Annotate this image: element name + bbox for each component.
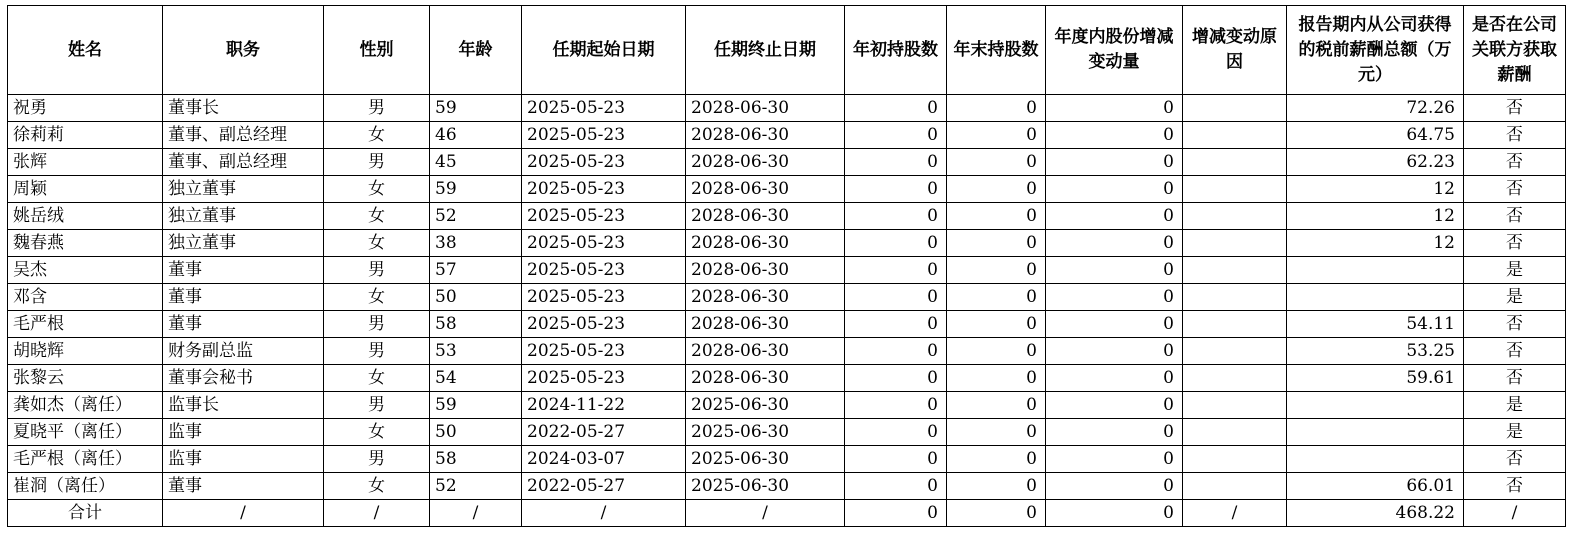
table-row	[8, 392, 1566, 419]
cell-name: 徐莉莉	[8, 122, 163, 149]
cell-change-reason	[1183, 311, 1287, 338]
cell-term-start: 2025-05-23	[522, 95, 686, 122]
table-row	[8, 446, 1566, 473]
cell-related-party-pay: 是	[1464, 257, 1566, 284]
cell-related-party-pay: 否	[1464, 203, 1566, 230]
cell-term-end: 2028-06-30	[686, 149, 845, 176]
cell-shares-end: 0	[947, 284, 1046, 311]
cell-pretax-compensation: 53.25	[1287, 338, 1464, 365]
cell-shares-end: 0	[947, 473, 1046, 500]
cell-shares-end: 0	[947, 122, 1046, 149]
cell-name: 毛严根	[8, 311, 163, 338]
total-cell-term-start: /	[522, 500, 686, 527]
cell-term-end: 2028-06-30	[686, 311, 845, 338]
cell-shares-change: 0	[1046, 311, 1183, 338]
cell-gender: 男	[324, 392, 430, 419]
table-row	[8, 473, 1566, 500]
cell-change-reason	[1183, 95, 1287, 122]
cell-shares-begin: 0	[845, 149, 947, 176]
cell-shares-change: 0	[1046, 365, 1183, 392]
column-header-age: 年龄	[430, 6, 522, 95]
cell-gender: 女	[324, 473, 430, 500]
cell-change-reason	[1183, 176, 1287, 203]
cell-shares-change: 0	[1046, 203, 1183, 230]
cell-gender: 男	[324, 257, 430, 284]
total-cell-shares-end: 0	[947, 500, 1046, 527]
cell-related-party-pay: 是	[1464, 284, 1566, 311]
cell-shares-end: 0	[947, 257, 1046, 284]
cell-age: 50	[430, 284, 522, 311]
cell-term-end: 2028-06-30	[686, 176, 845, 203]
cell-position: 监事	[163, 419, 324, 446]
table-row	[8, 176, 1566, 203]
table-row	[8, 149, 1566, 176]
cell-shares-begin: 0	[845, 257, 947, 284]
total-row	[8, 500, 1566, 527]
table-row	[8, 311, 1566, 338]
cell-pretax-compensation: 59.61	[1287, 365, 1464, 392]
total-cell-gender: /	[324, 500, 430, 527]
cell-term-start: 2025-05-23	[522, 230, 686, 257]
cell-shares-end: 0	[947, 446, 1046, 473]
cell-term-start: 2025-05-23	[522, 257, 686, 284]
cell-position: 董事、副总经理	[163, 122, 324, 149]
cell-term-start: 2025-05-23	[522, 122, 686, 149]
cell-change-reason	[1183, 122, 1287, 149]
cell-term-end: 2025-06-30	[686, 392, 845, 419]
table-row	[8, 203, 1566, 230]
column-header-term-start: 任期起始日期	[522, 6, 686, 95]
table-row	[8, 95, 1566, 122]
table-row	[8, 284, 1566, 311]
cell-age: 59	[430, 392, 522, 419]
cell-position: 独立董事	[163, 230, 324, 257]
cell-position: 财务副总监	[163, 338, 324, 365]
cell-term-end: 2028-06-30	[686, 338, 845, 365]
cell-shares-end: 0	[947, 176, 1046, 203]
cell-shares-begin: 0	[845, 365, 947, 392]
cell-shares-end: 0	[947, 95, 1046, 122]
column-header-pretax-compensation: 报告期内从公司获得的税前薪酬总额（万元）	[1287, 6, 1464, 95]
cell-term-end: 2025-06-30	[686, 419, 845, 446]
cell-term-start: 2022-05-27	[522, 419, 686, 446]
cell-term-start: 2025-05-23	[522, 149, 686, 176]
total-cell-age: /	[430, 500, 522, 527]
cell-term-end: 2028-06-30	[686, 95, 845, 122]
cell-name: 张辉	[8, 149, 163, 176]
cell-term-start: 2025-05-23	[522, 338, 686, 365]
cell-change-reason	[1183, 446, 1287, 473]
cell-age: 45	[430, 149, 522, 176]
cell-change-reason	[1183, 392, 1287, 419]
cell-related-party-pay: 否	[1464, 95, 1566, 122]
cell-shares-change: 0	[1046, 176, 1183, 203]
cell-shares-begin: 0	[845, 122, 947, 149]
cell-name: 夏晓平（离任）	[8, 419, 163, 446]
cell-age: 58	[430, 446, 522, 473]
cell-term-start: 2024-11-22	[522, 392, 686, 419]
cell-shares-end: 0	[947, 365, 1046, 392]
cell-gender: 男	[324, 338, 430, 365]
cell-shares-begin: 0	[845, 284, 947, 311]
cell-shares-change: 0	[1046, 392, 1183, 419]
cell-term-start: 2025-05-23	[522, 176, 686, 203]
cell-term-end: 2028-06-30	[686, 203, 845, 230]
cell-pretax-compensation	[1287, 284, 1464, 311]
cell-pretax-compensation: 12	[1287, 176, 1464, 203]
total-cell-position: /	[163, 500, 324, 527]
cell-gender: 男	[324, 149, 430, 176]
table-row	[8, 122, 1566, 149]
cell-shares-begin: 0	[845, 446, 947, 473]
cell-gender: 女	[324, 365, 430, 392]
cell-term-start: 2025-05-23	[522, 203, 686, 230]
column-header-position: 职务	[163, 6, 324, 95]
cell-shares-begin: 0	[845, 203, 947, 230]
cell-shares-change: 0	[1046, 338, 1183, 365]
column-header-change-reason: 增减变动原因	[1183, 6, 1287, 95]
cell-related-party-pay: 否	[1464, 446, 1566, 473]
table-row	[8, 365, 1566, 392]
cell-name: 毛严根（离任）	[8, 446, 163, 473]
cell-related-party-pay: 否	[1464, 311, 1566, 338]
cell-age: 54	[430, 365, 522, 392]
cell-term-end: 2028-06-30	[686, 230, 845, 257]
cell-position: 独立董事	[163, 176, 324, 203]
cell-shares-begin: 0	[845, 392, 947, 419]
cell-age: 46	[430, 122, 522, 149]
cell-gender: 女	[324, 230, 430, 257]
cell-shares-end: 0	[947, 392, 1046, 419]
cell-position: 独立董事	[163, 203, 324, 230]
total-cell-change-reason: /	[1183, 500, 1287, 527]
cell-pretax-compensation: 66.01	[1287, 473, 1464, 500]
column-header-related-party-pay: 是否在公司关联方获取薪酬	[1464, 6, 1566, 95]
cell-age: 59	[430, 95, 522, 122]
table-row	[8, 419, 1566, 446]
cell-name: 魏春燕	[8, 230, 163, 257]
total-cell-pretax-compensation: 468.22	[1287, 500, 1464, 527]
cell-age: 38	[430, 230, 522, 257]
cell-position: 董事、副总经理	[163, 149, 324, 176]
cell-pretax-compensation: 12	[1287, 203, 1464, 230]
cell-position: 董事长	[163, 95, 324, 122]
cell-shares-change: 0	[1046, 95, 1183, 122]
cell-name: 祝勇	[8, 95, 163, 122]
cell-position: 董事	[163, 257, 324, 284]
cell-change-reason	[1183, 257, 1287, 284]
table-row	[8, 230, 1566, 257]
cell-name: 张黎云	[8, 365, 163, 392]
cell-position: 董事	[163, 473, 324, 500]
table-body	[8, 95, 1566, 527]
cell-pretax-compensation	[1287, 392, 1464, 419]
cell-change-reason	[1183, 284, 1287, 311]
cell-shares-begin: 0	[845, 338, 947, 365]
cell-name: 吴杰	[8, 257, 163, 284]
table-row	[8, 257, 1566, 284]
cell-change-reason	[1183, 230, 1287, 257]
cell-term-start: 2025-05-23	[522, 284, 686, 311]
cell-name: 周颖	[8, 176, 163, 203]
cell-name: 姚岳绒	[8, 203, 163, 230]
cell-shares-change: 0	[1046, 257, 1183, 284]
cell-shares-end: 0	[947, 230, 1046, 257]
cell-related-party-pay: 否	[1464, 473, 1566, 500]
cell-term-end: 2028-06-30	[686, 257, 845, 284]
cell-age: 50	[430, 419, 522, 446]
cell-term-end: 2025-06-30	[686, 473, 845, 500]
cell-shares-end: 0	[947, 419, 1046, 446]
cell-shares-begin: 0	[845, 230, 947, 257]
cell-gender: 女	[324, 203, 430, 230]
column-header-shares-change: 年度内股份增减变动量	[1046, 6, 1183, 95]
cell-pretax-compensation: 62.23	[1287, 149, 1464, 176]
cell-change-reason	[1183, 473, 1287, 500]
column-header-term-end: 任期终止日期	[686, 6, 845, 95]
cell-gender: 女	[324, 419, 430, 446]
cell-name: 邓含	[8, 284, 163, 311]
column-header-name: 姓名	[8, 6, 163, 95]
cell-shares-change: 0	[1046, 284, 1183, 311]
cell-age: 57	[430, 257, 522, 284]
cell-shares-change: 0	[1046, 149, 1183, 176]
total-cell-shares-begin: 0	[845, 500, 947, 527]
cell-gender: 男	[324, 95, 430, 122]
total-cell-name: 合计	[8, 500, 163, 527]
cell-position: 董事	[163, 311, 324, 338]
cell-related-party-pay: 否	[1464, 338, 1566, 365]
cell-pretax-compensation	[1287, 446, 1464, 473]
cell-related-party-pay: 是	[1464, 419, 1566, 446]
column-header-shares-end: 年末持股数	[947, 6, 1046, 95]
cell-gender: 女	[324, 176, 430, 203]
cell-gender: 女	[324, 122, 430, 149]
cell-change-reason	[1183, 338, 1287, 365]
cell-term-end: 2025-06-30	[686, 446, 845, 473]
cell-position: 董事	[163, 284, 324, 311]
cell-term-end: 2028-06-30	[686, 365, 845, 392]
cell-related-party-pay: 否	[1464, 122, 1566, 149]
cell-related-party-pay: 是	[1464, 392, 1566, 419]
cell-gender: 男	[324, 311, 430, 338]
cell-position: 监事长	[163, 392, 324, 419]
cell-pretax-compensation	[1287, 419, 1464, 446]
cell-position: 监事	[163, 446, 324, 473]
cell-shares-change: 0	[1046, 122, 1183, 149]
cell-change-reason	[1183, 149, 1287, 176]
cell-shares-change: 0	[1046, 473, 1183, 500]
cell-age: 52	[430, 203, 522, 230]
cell-shares-change: 0	[1046, 230, 1183, 257]
cell-shares-end: 0	[947, 311, 1046, 338]
cell-name: 胡晓辉	[8, 338, 163, 365]
cell-position: 董事会秘书	[163, 365, 324, 392]
compensation-table	[7, 5, 1566, 527]
cell-age: 58	[430, 311, 522, 338]
cell-term-start: 2022-05-27	[522, 473, 686, 500]
cell-related-party-pay: 否	[1464, 365, 1566, 392]
cell-gender: 女	[324, 284, 430, 311]
cell-shares-begin: 0	[845, 311, 947, 338]
cell-term-start: 2024-03-07	[522, 446, 686, 473]
cell-pretax-compensation: 54.11	[1287, 311, 1464, 338]
total-cell-related-party-pay: /	[1464, 500, 1566, 527]
column-header-gender: 性别	[324, 6, 430, 95]
cell-gender: 男	[324, 446, 430, 473]
cell-change-reason	[1183, 419, 1287, 446]
table-row	[8, 338, 1566, 365]
cell-shares-end: 0	[947, 338, 1046, 365]
total-cell-shares-change: 0	[1046, 500, 1183, 527]
cell-change-reason	[1183, 203, 1287, 230]
cell-pretax-compensation: 64.75	[1287, 122, 1464, 149]
total-cell-term-end: /	[686, 500, 845, 527]
cell-term-end: 2028-06-30	[686, 284, 845, 311]
cell-related-party-pay: 否	[1464, 230, 1566, 257]
cell-shares-end: 0	[947, 149, 1046, 176]
column-header-shares-begin: 年初持股数	[845, 6, 947, 95]
cell-term-end: 2028-06-30	[686, 122, 845, 149]
cell-pretax-compensation: 12	[1287, 230, 1464, 257]
cell-shares-begin: 0	[845, 473, 947, 500]
cell-term-start: 2025-05-23	[522, 311, 686, 338]
cell-related-party-pay: 否	[1464, 149, 1566, 176]
cell-shares-change: 0	[1046, 446, 1183, 473]
cell-age: 53	[430, 338, 522, 365]
cell-shares-change: 0	[1046, 419, 1183, 446]
cell-change-reason	[1183, 365, 1287, 392]
cell-shares-begin: 0	[845, 419, 947, 446]
cell-pretax-compensation: 72.26	[1287, 95, 1464, 122]
cell-shares-begin: 0	[845, 95, 947, 122]
cell-name: 崔浻（离任）	[8, 473, 163, 500]
cell-shares-begin: 0	[845, 176, 947, 203]
cell-shares-end: 0	[947, 203, 1046, 230]
cell-term-start: 2025-05-23	[522, 365, 686, 392]
cell-age: 52	[430, 473, 522, 500]
cell-related-party-pay: 否	[1464, 176, 1566, 203]
executive-compensation-sheet	[7, 5, 1566, 527]
header-row	[8, 6, 1566, 95]
cell-pretax-compensation	[1287, 257, 1464, 284]
cell-name: 龚如杰（离任）	[8, 392, 163, 419]
cell-age: 59	[430, 176, 522, 203]
